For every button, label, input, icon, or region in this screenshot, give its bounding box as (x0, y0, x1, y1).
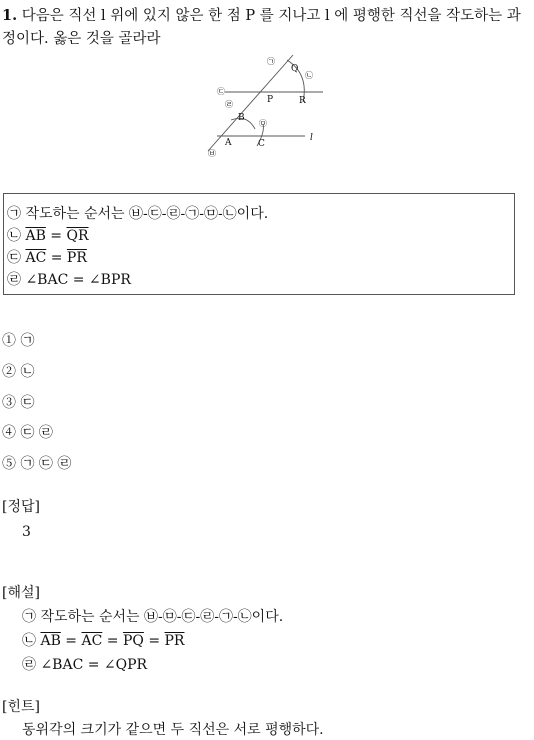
label-Q: Q (291, 64, 299, 74)
explanation-line-1: ㉠ 작도하는 순서는 ㉥-㉤-㉢-㉣-㉠-㉡이다. (22, 609, 284, 625)
choice-3[interactable]: ③ ㉢ (2, 395, 35, 411)
transversal (208, 55, 293, 151)
hint-text: 동위각의 크기가 같으면 두 직선은 서로 평행하다. (22, 722, 324, 738)
label-l: l (310, 133, 313, 143)
choice-5[interactable]: ⑤ ㉠ ㉢ ㉣ (2, 456, 72, 472)
mark-c5: ㉤ (259, 119, 267, 128)
mark-c3: ㉢ (217, 87, 225, 96)
mark-c2: ㉡ (305, 71, 313, 80)
choice-2[interactable]: ② ㉡ (2, 364, 35, 380)
choice-4[interactable]: ④ ㉢ ㉣ (2, 425, 53, 441)
question (2, 4, 532, 51)
answer-label: [정답] (2, 499, 40, 515)
box-line-2: ㉡ $\overline{AB} = \overline{QR}$ (7, 228, 89, 244)
label-C: C (258, 139, 265, 149)
label-P: P (267, 95, 274, 105)
explanation-line-3: ㉣ ∠BAC = ∠QPR (22, 657, 148, 673)
choice-1[interactable]: ① ㉠ (2, 333, 35, 349)
explanation-label: [해설] (2, 585, 40, 601)
statement-box (3, 193, 515, 295)
explanation-line-2: ㉡ $\overline{AB} = \overline{AC} = \overline{PQ} = \overline{PR}$ (22, 633, 185, 649)
mark-c6: ㉥ (208, 149, 216, 158)
question-number: 1. (2, 7, 18, 24)
question-text: 다음은 직선 l 위에 있지 않은 한 점 P 를 지나고 l 에 평행한 직선을 작도하는 과정이다. 옳은 것을 골라라 (2, 8, 521, 47)
box-line-1: ㉠ 작도하는 순서는 ㉥-㉢-㉣-㉠-㉤-㉡이다. (7, 206, 269, 222)
mark-c1: ㉠ (267, 57, 275, 66)
label-B: B (238, 113, 245, 123)
construction-figure (205, 52, 335, 162)
label-A: A (225, 138, 232, 148)
answer-value: 3 (22, 524, 31, 540)
mark-c4: ㉣ (225, 100, 233, 109)
hint-label: [힌트] (2, 699, 40, 715)
box-line-4: ㉣ ∠BAC = ∠BPR (7, 272, 131, 288)
box-line-3: ㉢ $\overline{AC} = \overline{PR}$ (7, 250, 87, 266)
label-R: R (299, 96, 306, 106)
